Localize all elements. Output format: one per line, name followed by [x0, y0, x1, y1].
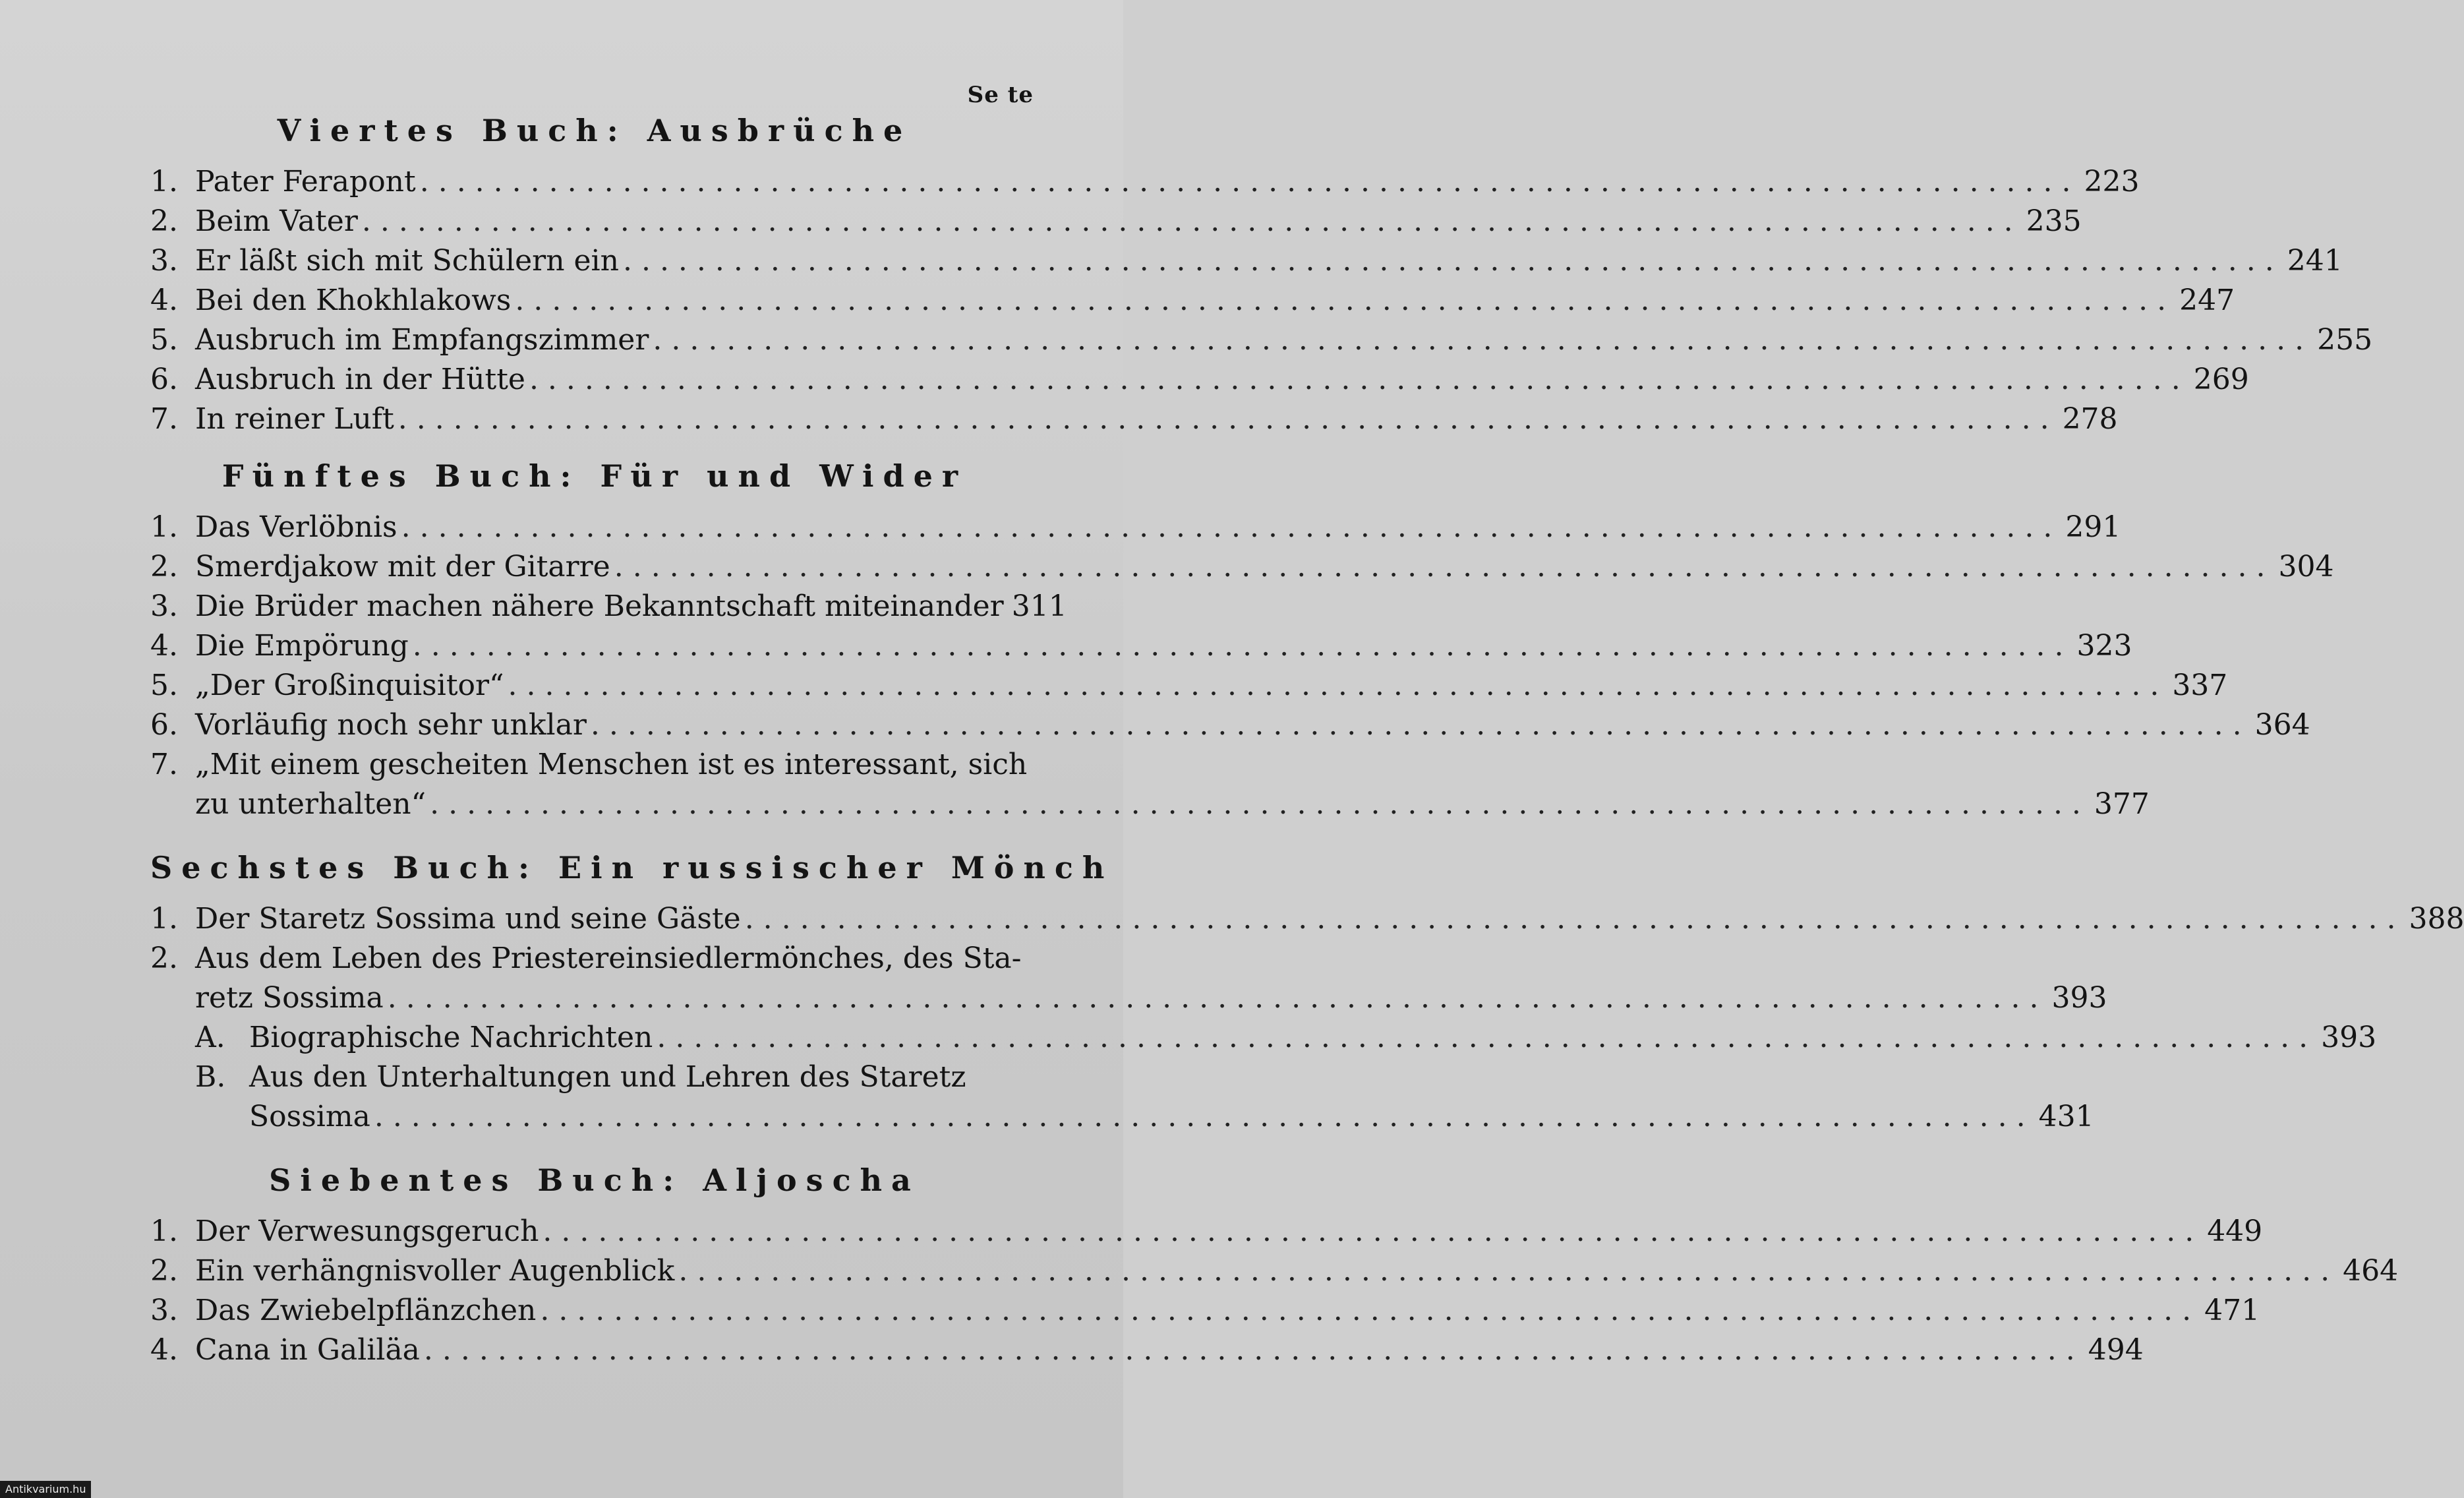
entry-title: In reiner Luft — [195, 402, 394, 436]
leader-dots: .......................................................................................... — [412, 629, 2073, 663]
entry-page: 449 — [2207, 1214, 2263, 1248]
toc-entry-continuation — [150, 785, 2150, 824]
entry-page: 235 — [2026, 204, 2082, 238]
page-column-label: Se te — [967, 82, 1034, 108]
leader-dots: .......................................................................................... — [590, 708, 2251, 742]
entry-title: „Mit einem gescheiten Menschen ist es interessant, sich — [195, 748, 1028, 781]
leader-dots: .......................................................................................... — [540, 1294, 2201, 1327]
entry-title-continued: Sossima — [249, 1100, 370, 1133]
entry-page: 494 — [2088, 1333, 2144, 1367]
leader-dots: .......................................................................................... — [387, 981, 2048, 1015]
entry-title-continued: retz Sossima — [195, 981, 384, 1015]
entry-title: Cana in Galiläa — [195, 1333, 420, 1367]
entry-title: Beim Vater — [195, 204, 358, 238]
toc-entry — [150, 281, 2235, 320]
toc-entry — [150, 745, 1039, 785]
entry-number: 5. — [150, 323, 178, 357]
leader-dots: .......................................................................................... — [430, 787, 2090, 821]
toc-entry — [150, 508, 2121, 547]
entry-number: 2. — [150, 204, 178, 238]
toc-entry — [150, 547, 2334, 587]
entry-page: 431 — [2038, 1100, 2094, 1133]
entry-page: 337 — [2172, 669, 2228, 702]
toc-entry-continuation — [150, 978, 2107, 1018]
entry-number: 5. — [150, 669, 178, 702]
entry-number: 7. — [150, 402, 178, 436]
entry-title: Der Staretz Sossima und seine Gäste — [195, 902, 741, 936]
entry-number: 1. — [150, 165, 178, 198]
book-section-6 — [150, 847, 2464, 1137]
toc-entry — [150, 939, 1039, 978]
entry-title: Das Verlöbnis — [195, 510, 397, 544]
entry-page: 471 — [2204, 1294, 2260, 1327]
leader-dots: .......................................................................................... — [361, 204, 2022, 238]
leader-dots: .......................................................................................... — [614, 550, 2275, 584]
entry-number: 4. — [150, 629, 178, 663]
toc-entry — [150, 899, 2464, 939]
entry-number: 2. — [150, 1254, 178, 1288]
entry-title: Das Zwiebelpflänzchen — [195, 1294, 537, 1327]
toc-entry — [150, 666, 2228, 705]
entry-page: 388 — [2409, 902, 2464, 936]
entry-page: 464 — [2343, 1254, 2399, 1288]
entry-title: Aus den Unterhaltungen und Lehren des Staretz — [249, 1060, 966, 1094]
toc-subentry-continuation — [150, 1097, 2094, 1137]
entry-page: 255 — [2317, 323, 2373, 357]
entry-number: 3. — [150, 244, 178, 278]
section-heading: Sechstes Buch: Ein russischer Mönch — [150, 850, 1114, 885]
leader-dots: .......................................................................................... — [529, 363, 2190, 396]
leader-dots: .......................................................................................... — [653, 323, 2314, 357]
entry-title: „Der Großinquisitor“ — [195, 669, 504, 702]
entry-number: 1. — [150, 1214, 178, 1248]
toc-entry — [150, 320, 2373, 360]
entry-number: 3. — [150, 1294, 178, 1327]
toc-entry — [150, 400, 2118, 439]
leader-dots: .......................................................................................... — [401, 510, 2062, 544]
leader-dots: .......................................................................................... — [374, 1100, 2035, 1133]
entry-page: 364 — [2254, 708, 2310, 742]
toc-subentry — [150, 1018, 2377, 1058]
leader-dots: .......................................................................................... — [423, 1333, 2084, 1367]
entry-number: 3. — [150, 589, 178, 623]
entry-page: 247 — [2179, 284, 2235, 317]
entry-title: Die Brüder machen nähere Bekanntschaft miteinander — [195, 589, 1004, 623]
toc-entry — [150, 202, 2082, 241]
entry-title: Smerdjakow mit der Gitarre — [195, 550, 610, 584]
entry-number: 1. — [150, 510, 178, 544]
subentry-letter: A. — [195, 1021, 225, 1054]
section-heading: Fünftes Buch: Für und Wider — [221, 458, 968, 494]
entry-title: Aus dem Leben des Priestereinsiedlermönches, des Sta- — [195, 942, 1022, 975]
toc-entry — [150, 705, 2310, 745]
entry-number: 4. — [150, 1333, 178, 1367]
toc-entry — [150, 241, 2343, 281]
entry-number: 7. — [150, 748, 178, 781]
toc-entry — [150, 1291, 2260, 1331]
section-heading: Siebentes Buch: Aljoscha — [269, 1162, 920, 1198]
leader-dots: .......................................................................................... — [397, 402, 2059, 436]
entry-page: 377 — [2094, 787, 2150, 821]
entry-title: Er läßt sich mit Schülern ein — [195, 244, 619, 278]
section-heading: Viertes Buch: Ausbrüche — [277, 113, 912, 148]
entry-number: 6. — [150, 708, 178, 742]
entry-title: Ausbruch im Empfangszimmer — [195, 323, 649, 357]
entry-title: Pater Ferapont — [195, 165, 416, 198]
leader-dots: .......................................................................................... — [543, 1214, 2204, 1248]
entry-title: Biographische Nachrichten — [249, 1021, 653, 1054]
book-section-4 — [150, 109, 2373, 439]
entry-page: 278 — [2062, 402, 2118, 436]
entry-title: Der Verwesungsgeruch — [195, 1214, 539, 1248]
toc-subentry — [150, 1058, 1039, 1097]
watermark: Antikvarium.hu — [0, 1481, 91, 1498]
subentry-letter: B. — [195, 1060, 226, 1094]
entry-title: Ausbruch in der Hütte — [195, 363, 525, 396]
leader-dots: .......................................................................................... — [657, 1021, 2318, 1054]
entry-title: Bei den Khokhlakows — [195, 284, 512, 317]
entry-page: 241 — [2287, 244, 2343, 278]
toc-entry — [150, 162, 2140, 202]
toc-entry — [150, 360, 2249, 400]
entry-page: 304 — [2278, 550, 2334, 584]
entry-number: 2. — [150, 550, 178, 584]
toc-entry — [150, 1212, 2263, 1251]
toc-entry — [150, 1331, 2144, 1370]
entry-page: 393 — [2051, 981, 2107, 1015]
leader-dots: .......................................................................................... — [622, 244, 2283, 278]
entry-title: Vorläufig noch sehr unklar — [195, 708, 587, 742]
entry-page: 269 — [2193, 363, 2249, 396]
leader-dots: .......................................................................................... — [508, 669, 2169, 702]
entry-title-continued: zu unterhalten“ — [195, 787, 426, 821]
entry-page: 311 — [1011, 589, 1067, 623]
leader-dots: .......................................................................................... — [678, 1254, 2339, 1288]
book-section-7 — [150, 1159, 2399, 1370]
toc-entry — [150, 626, 2132, 666]
entry-number: 1. — [150, 902, 178, 936]
toc-entry — [150, 587, 1067, 626]
leader-dots: .......................................................................................... — [515, 284, 2176, 317]
entry-page: 323 — [2076, 629, 2132, 663]
entry-title: Die Empörung — [195, 629, 409, 663]
entry-page: 223 — [2084, 165, 2140, 198]
entry-page: 393 — [2321, 1021, 2377, 1054]
entry-number: 2. — [150, 942, 178, 975]
toc-entry — [150, 1251, 2399, 1291]
leader-dots: .......................................................................................... — [744, 902, 2405, 936]
entry-page: 291 — [2065, 510, 2121, 544]
book-section-5 — [150, 455, 2334, 824]
leader-dots: .......................................................................................... — [419, 165, 2080, 198]
entry-number: 4. — [150, 284, 178, 317]
entry-number: 6. — [150, 363, 178, 396]
entry-title: Ein verhängnisvoller Augenblick — [195, 1254, 675, 1288]
